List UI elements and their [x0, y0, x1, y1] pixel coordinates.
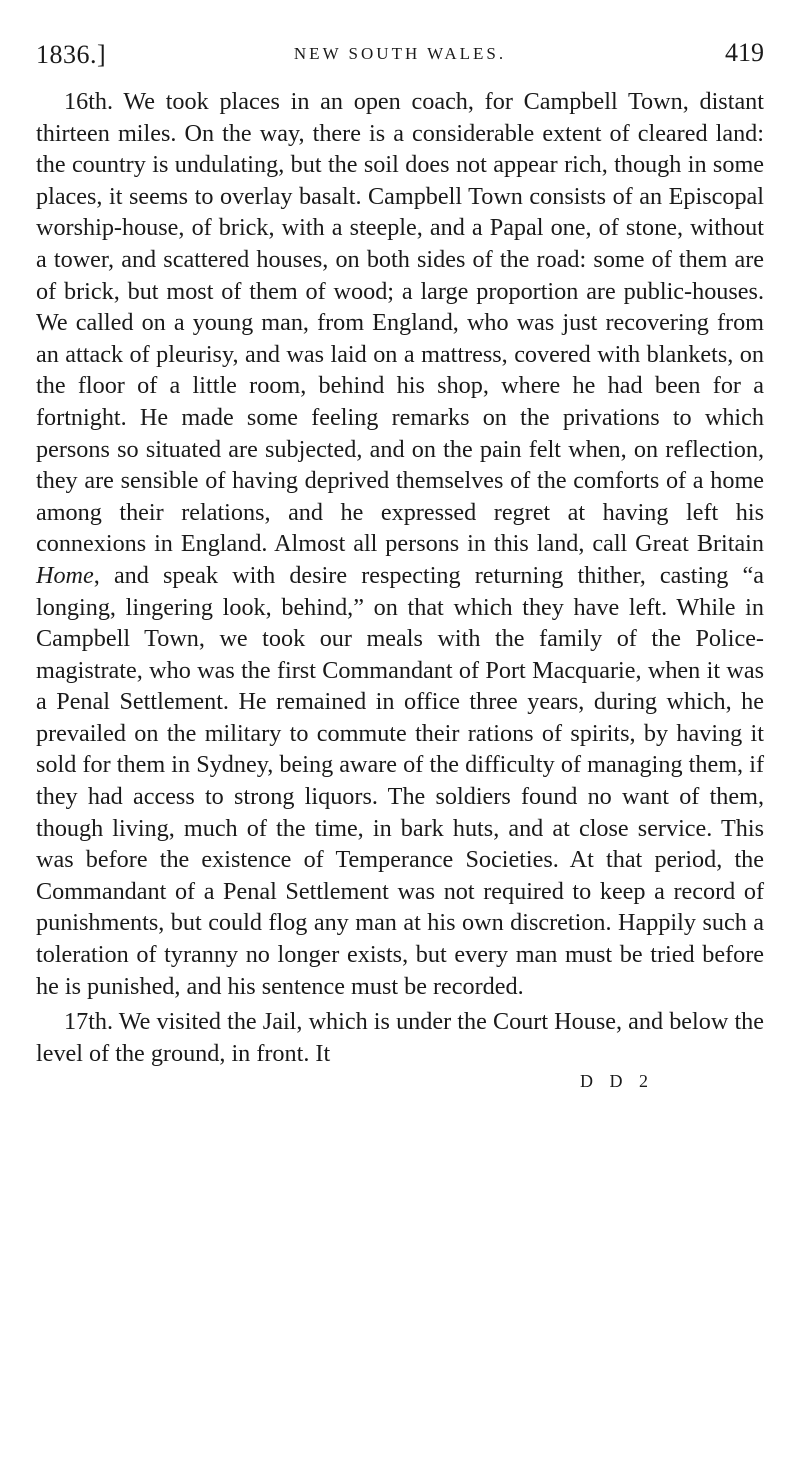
body-text — [36, 86, 764, 1069]
running-head — [36, 34, 764, 74]
paragraph-17th-text: 17th. We visited the Jail, which is under the Court House, and below the level of the ground, in front. It — [36, 1008, 764, 1067]
paragraph-17th — [36, 1006, 764, 1069]
paragraph-16th-part-2: , and speak with desire respecting returning thither, casting “a longing, lingering look, behind,” on that which they have left. While in Campbell Town, we took our meals with the family of the Police-magistrate, who was the first Commandant of Port Macquarie, when it was a Penal Settlement. He remained in office three years, during which, he prevailed on the military to commute their rations of spirits, by having it sold for them in Sydney, being aware of the difficulty of managing them, if they had access to strong liquors. The soldiers found no want of them, though living, much of the time, in bark huts, and at close service. This was before the existence of Temperance Societies. At that period, the Commandant of a Penal Settlement was not required to keep a record of punishments, but could flog any man at his own discretion. Happily such a toleration of tyranny no longer exists, but every man must be tried before he is punished, and his sentence must be recorded. — [36, 561, 764, 1000]
signature-mark: D D 2 — [580, 1071, 654, 1092]
running-head-title: NEW SOUTH WALES. — [293, 44, 507, 63]
book-page — [36, 34, 764, 1434]
running-head-year: 1836.] — [36, 40, 107, 69]
paragraph-16th-part-1: 16th. We took places in an open coach, for Campbell Town, distant thirteen miles. On the way, there is a considerable extent of cleared land: the country is undulating, but the soil does not appear rich, though in some places, it seems to overlay basalt. Campbell Town consists of an Episcopal worship-house, of brick, with a steeple, and a Papal one, of stone, without a tower, and scattered houses, on both sides of the road: some of them are of brick, but most of them of wood; a large proportion are public-houses. We called on a young man, from England, who was just recovering from an attack of pleurisy, and was laid on a mattress, covered with blankets, on the floor of a little room, behind his shop, where he had been for a fortnight. He made some feeling remarks on the privations to which persons so situated are subjected, and on the pain felt when, on reflection, they are sensible of having deprived themselves of the comforts of a home among their relations, and he expressed regret at having left his connexions in England. Almost all persons in this land, call Great Britain — [36, 88, 764, 558]
italic-home: Home — [36, 561, 94, 589]
page-number: 419 — [725, 38, 764, 67]
paragraph-16th — [36, 86, 764, 1002]
